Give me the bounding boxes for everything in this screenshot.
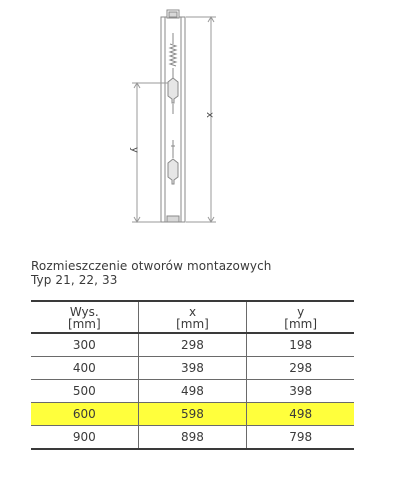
lower-hook-icon [168,159,178,184]
dimension-label-y: y [129,147,140,153]
mounting-hole-table [31,300,354,450]
cell-height: 500 [31,380,138,403]
cell-y: 798 [247,426,354,450]
table-row [31,426,354,450]
caption-type: Typ 21, 22, 33 [31,273,118,287]
cell-x: 398 [138,357,247,380]
spring-icon [170,44,176,66]
header-x-unit: [mm] [176,317,209,331]
header-y [247,301,354,333]
bracket-technical-drawing [0,0,414,240]
cell-height: 300 [31,333,138,357]
header-height [31,301,138,333]
table-header-row [31,301,354,333]
table-row [31,380,354,403]
cell-height: 600 [31,403,138,426]
caption-title: Rozmieszczenie otworów montazowych [31,259,272,273]
header-y-label: y [297,305,305,319]
dimension-label-x: x [204,112,215,118]
upper-hook-icon [168,78,178,103]
cell-y: 298 [247,357,354,380]
cell-x: 898 [138,426,247,450]
cell-y: 498 [247,403,354,426]
cell-height: 400 [31,357,138,380]
cell-y: 198 [247,333,354,357]
cell-y: 398 [247,380,354,403]
header-y-unit: [mm] [284,317,318,331]
header-x [138,301,247,333]
header-height-label: Wys. [69,305,99,319]
cell-x: 298 [138,333,247,357]
header-x-label: x [188,305,197,319]
table-row [31,357,354,380]
cell-height: 900 [31,426,138,450]
cell-x: 498 [138,380,247,403]
table-row-highlighted [31,403,354,426]
table-row [31,333,354,357]
cell-x: 598 [138,403,247,426]
header-height-unit: [mm] [67,317,101,331]
